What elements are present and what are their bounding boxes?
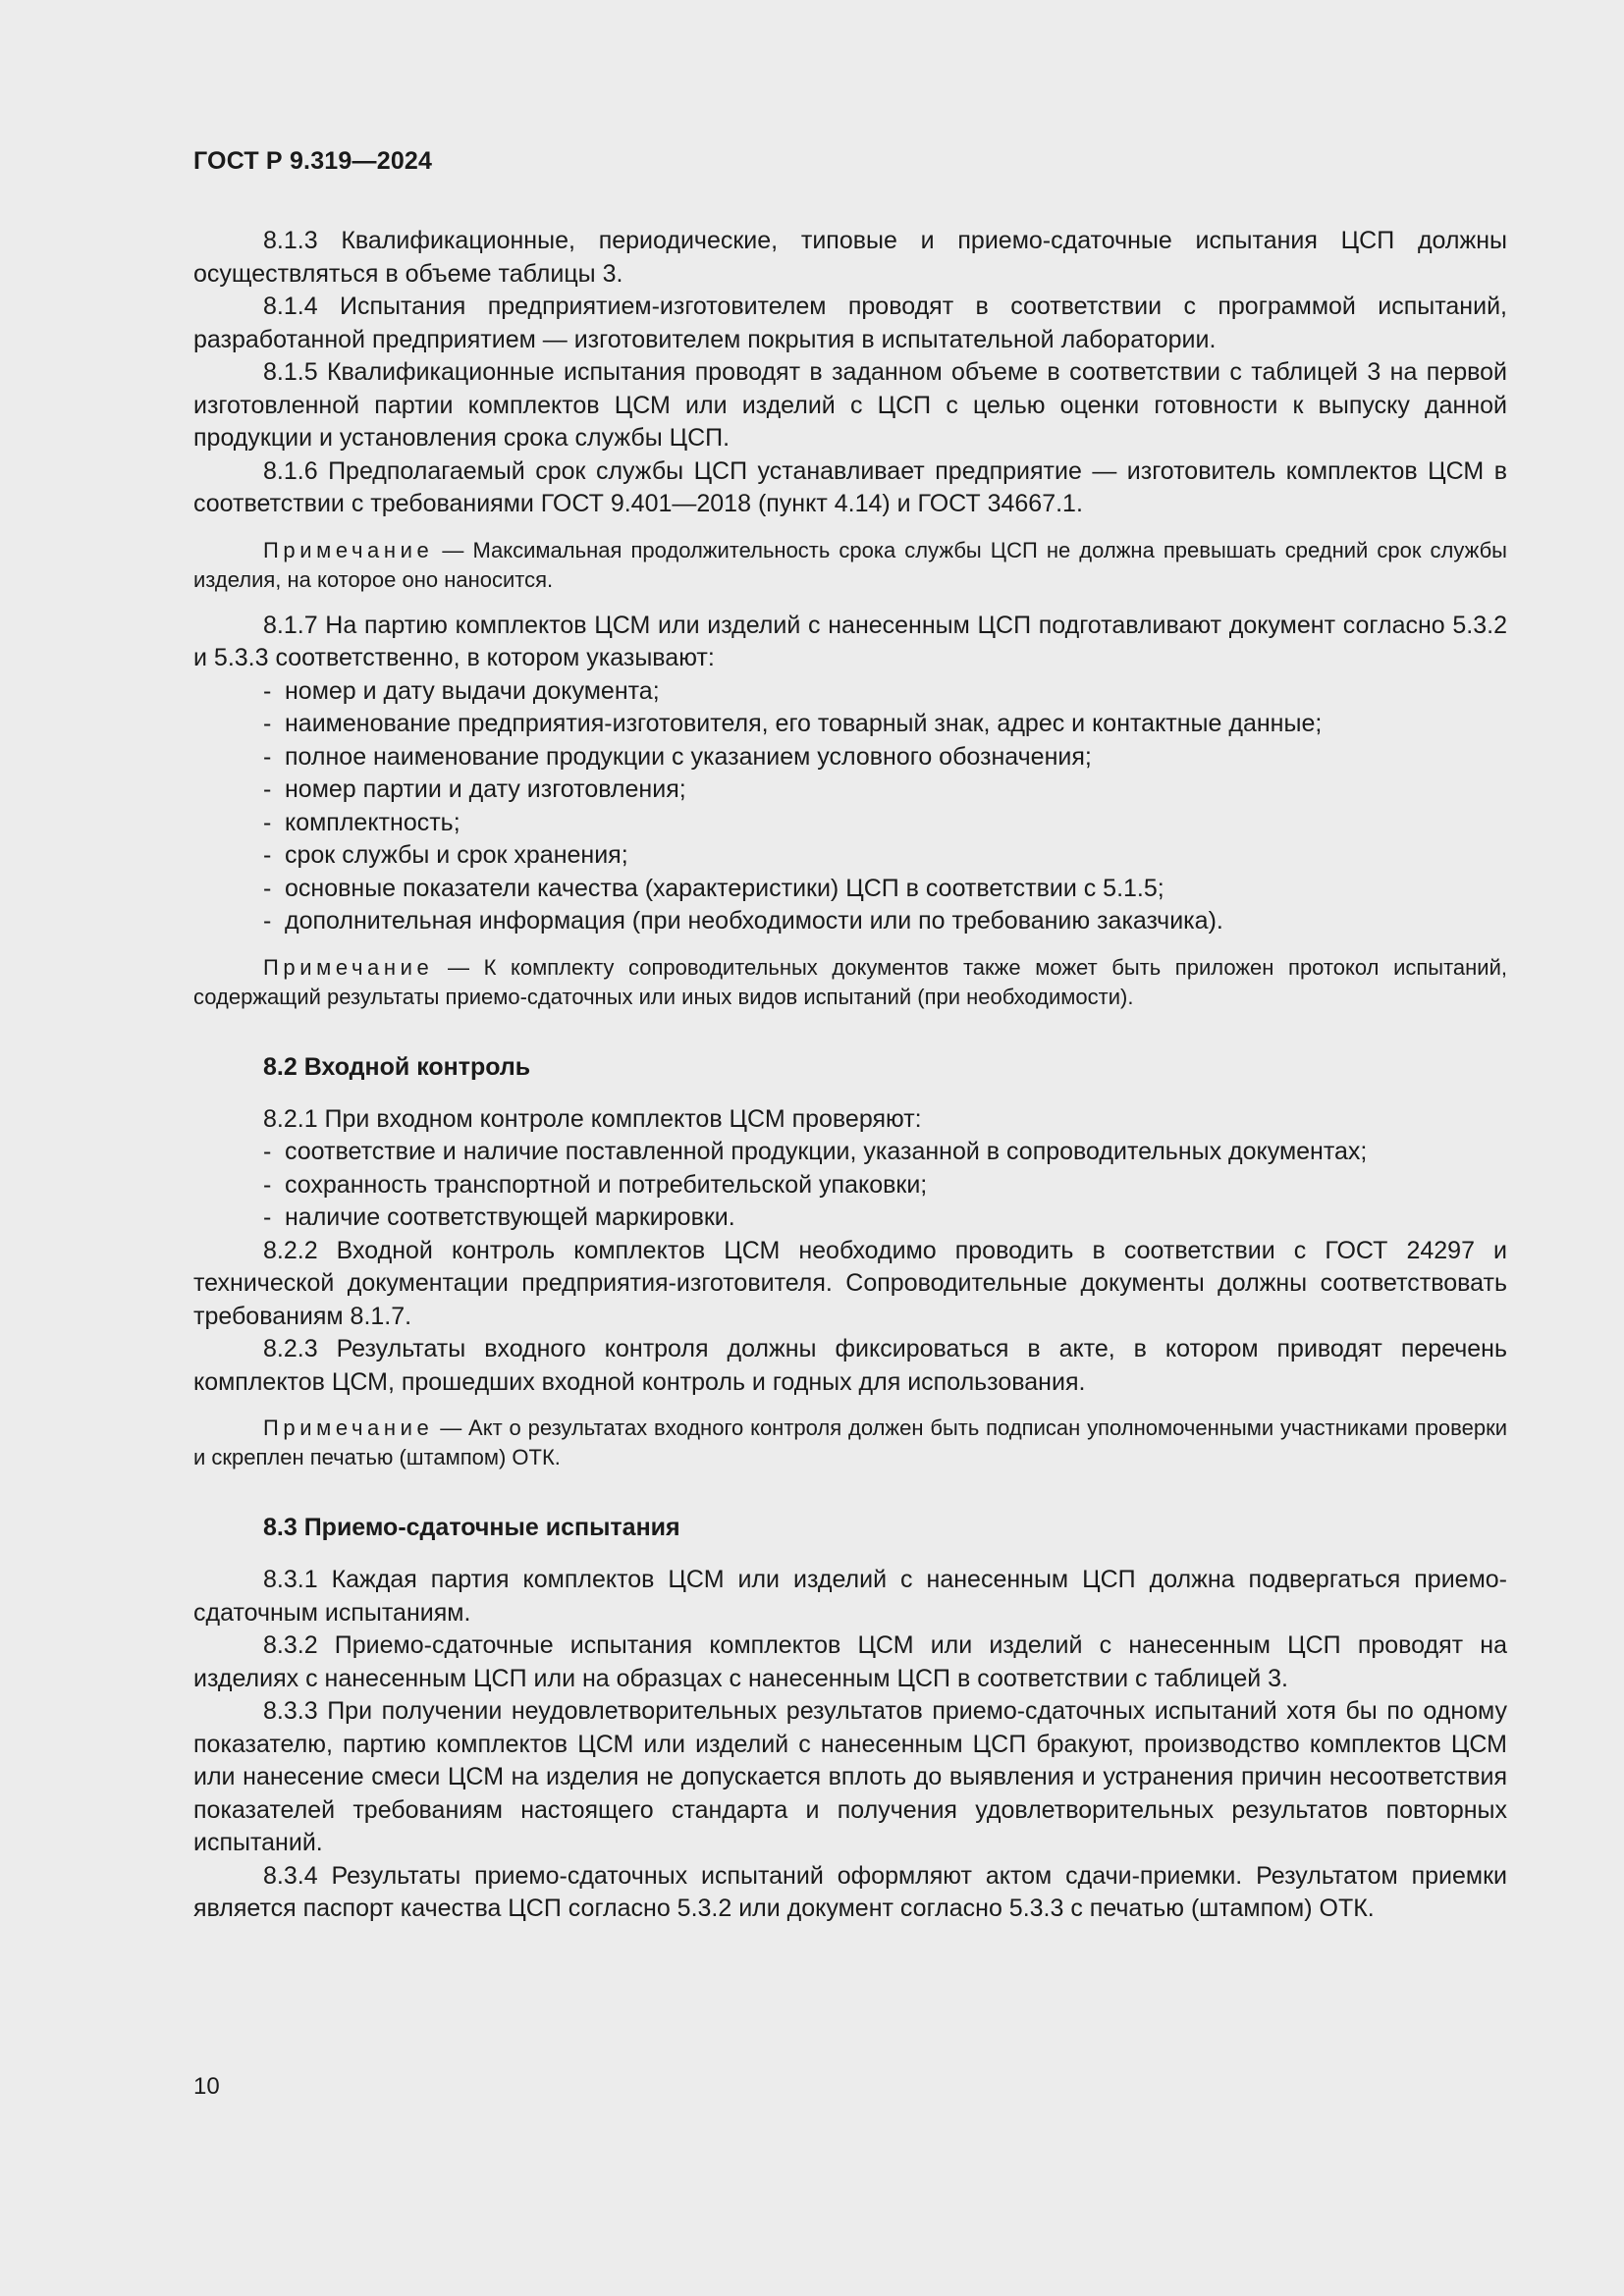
section-heading-8-2: 8.2 Входной контроль [263, 1052, 531, 1081]
paragraph-8-2-1: 8.2.1 При входном контроле комплектов ЦСМ проверяют: [263, 1104, 922, 1133]
paragraph-8-3-1: 8.3.1 Каждая партия комплектов ЦСМ или изделий с нанесенным ЦСП должна подвергаться приемо-сдаточным испытаниям. [193, 1566, 1507, 1627]
note-text: — Максимальная продолжительность срока службы ЦСП не должна превышать средний срок службы изделия, на которое оно наносится. [193, 537, 1507, 592]
document-header: ГОСТ Р 9.319—2024 [193, 147, 433, 175]
note-2 [193, 953, 1507, 1012]
list-item: - комплектность; [263, 808, 460, 836]
paragraph-8-3-4: 8.3.4 Результаты приемо-сдаточных испытаний оформляют актом сдачи-приемки. Результатом приемки является паспорт качества ЦСП согласно 5.3.2 или документ согласно 5.3.3 с печатью (штампом) ОТК. [193, 1861, 1507, 1922]
list-item: - номер и дату выдачи документа; [263, 676, 660, 705]
paragraph-8-1-6: 8.1.6 Предполагаемый срок службы ЦСП устанавливает предприятие — изготовитель комплектов ЦСМ в соответствии с требованиями ГОСТ 9.401—2018 (пункт 4.14) и ГОСТ 34667.1. [193, 456, 1507, 517]
section-heading-8-3: 8.3 Приемо-сдаточные испытания [263, 1514, 680, 1541]
paragraph-8-3-3: 8.3.3 При получении неудовлетворительных результатов приемо-сдаточных испытаний хотя бы по одному показателю, партию комплектов ЦСМ или изделий с нанесенным ЦСП бракуют, производство комплектов ЦСМ или нанесение смеси ЦСМ на изделия не допускается вплоть до выявления и устранения причин несоответствия показателей требованиям настоящего стандарта и получения удовлетворительных результатов повторных испытаний. [193, 1697, 1507, 1856]
list-item: - наименование предприятия-изготовителя, его товарный знак, адрес и контактные данные; [263, 710, 1323, 737]
list-8-2-1 [193, 1136, 1507, 1235]
paragraph-8-1-7: 8.1.7 На партию комплектов ЦСМ или изделий с нанесенным ЦСП подготавливают документ согласно 5.3.2 и 5.3.3 соответственно, в котором указывают: [193, 611, 1507, 671]
note-1 [193, 536, 1507, 595]
note-3 [193, 1414, 1507, 1472]
list-item: - наличие соответствующей маркировки. [263, 1203, 735, 1231]
paragraph-8-1-3: 8.1.3 Квалификационные, периодические, типовые и приемо-сдаточные испытания ЦСП должны осуществляться в объеме таблицы 3. [193, 227, 1507, 288]
list-item: - срок службы и срок хранения; [263, 841, 628, 869]
list-item: - соответствие и наличие поставленной продукции, указанной в сопроводительных документах; [263, 1138, 1368, 1165]
list-item: - основные показатели качества (характеристики) ЦСП в соответствии с 5.1.5; [263, 874, 1164, 902]
note-text: — Акт о результатах входного контроля должен быть подписан уполномоченными участниками проверки и скреплен печатью (штампом) ОТК. [193, 1415, 1507, 1469]
paragraph-8-2-2: 8.2.2 Входной контроль комплектов ЦСМ необходимо проводить в соответствии с ГОСТ 24297 и технической документации предприятия-изготовителя. Сопроводительные документы должны соответствовать требованиям 8.1.7. [193, 1236, 1507, 1330]
paragraph-8-2-3: 8.2.3 Результаты входного контроля должны фиксироваться в акте, в котором приводят перечень комплектов ЦСМ, прошедших входной контроль и годных для использования. [193, 1335, 1507, 1396]
list-item: - дополнительная информация (при необходимости или по требованию заказчика). [263, 907, 1223, 934]
list-item: - номер партии и дату изготовления; [263, 775, 686, 803]
paragraph-8-3-2: 8.3.2 Приемо-сдаточные испытания комплектов ЦСМ или изделий с нанесенным ЦСП проводят на изделиях с нанесенным ЦСП или на образцах с нанесенным ЦСП в соответствии с таблицей 3. [193, 1631, 1507, 1692]
note-text: — К комплекту сопроводительных документов также может быть приложен протокол испытаний, содержащий результаты приемо-сдаточных или иных видов испытаний (при необходимости). [193, 954, 1507, 1009]
note-label: Примечание [263, 954, 434, 980]
paragraph-8-1-5: 8.1.5 Квалификационные испытания проводят в заданном объеме в соответствии с таблицей 3 на первой изготовленной партии комплектов ЦСМ или изделий с ЦСП с целью оценки готовности к выпуску данной продукции и установления срока службы ЦСП. [193, 358, 1507, 452]
paragraph-8-1-4: 8.1.4 Испытания предприятием-изготовителем проводят в соответствии с программой испытаний, разработанной предприятием — изготовителем покрытия в испытательной лаборатории. [193, 293, 1507, 353]
list-8-1-7 [193, 675, 1507, 938]
list-item: - полное наименование продукции с указанием условного обозначения; [263, 742, 1092, 771]
page-number: 10 [193, 2073, 220, 2100]
list-item: - сохранность транспортной и потребительской упаковки; [263, 1170, 928, 1199]
note-label: Примечание [263, 1415, 434, 1440]
note-label: Примечание [263, 537, 434, 562]
